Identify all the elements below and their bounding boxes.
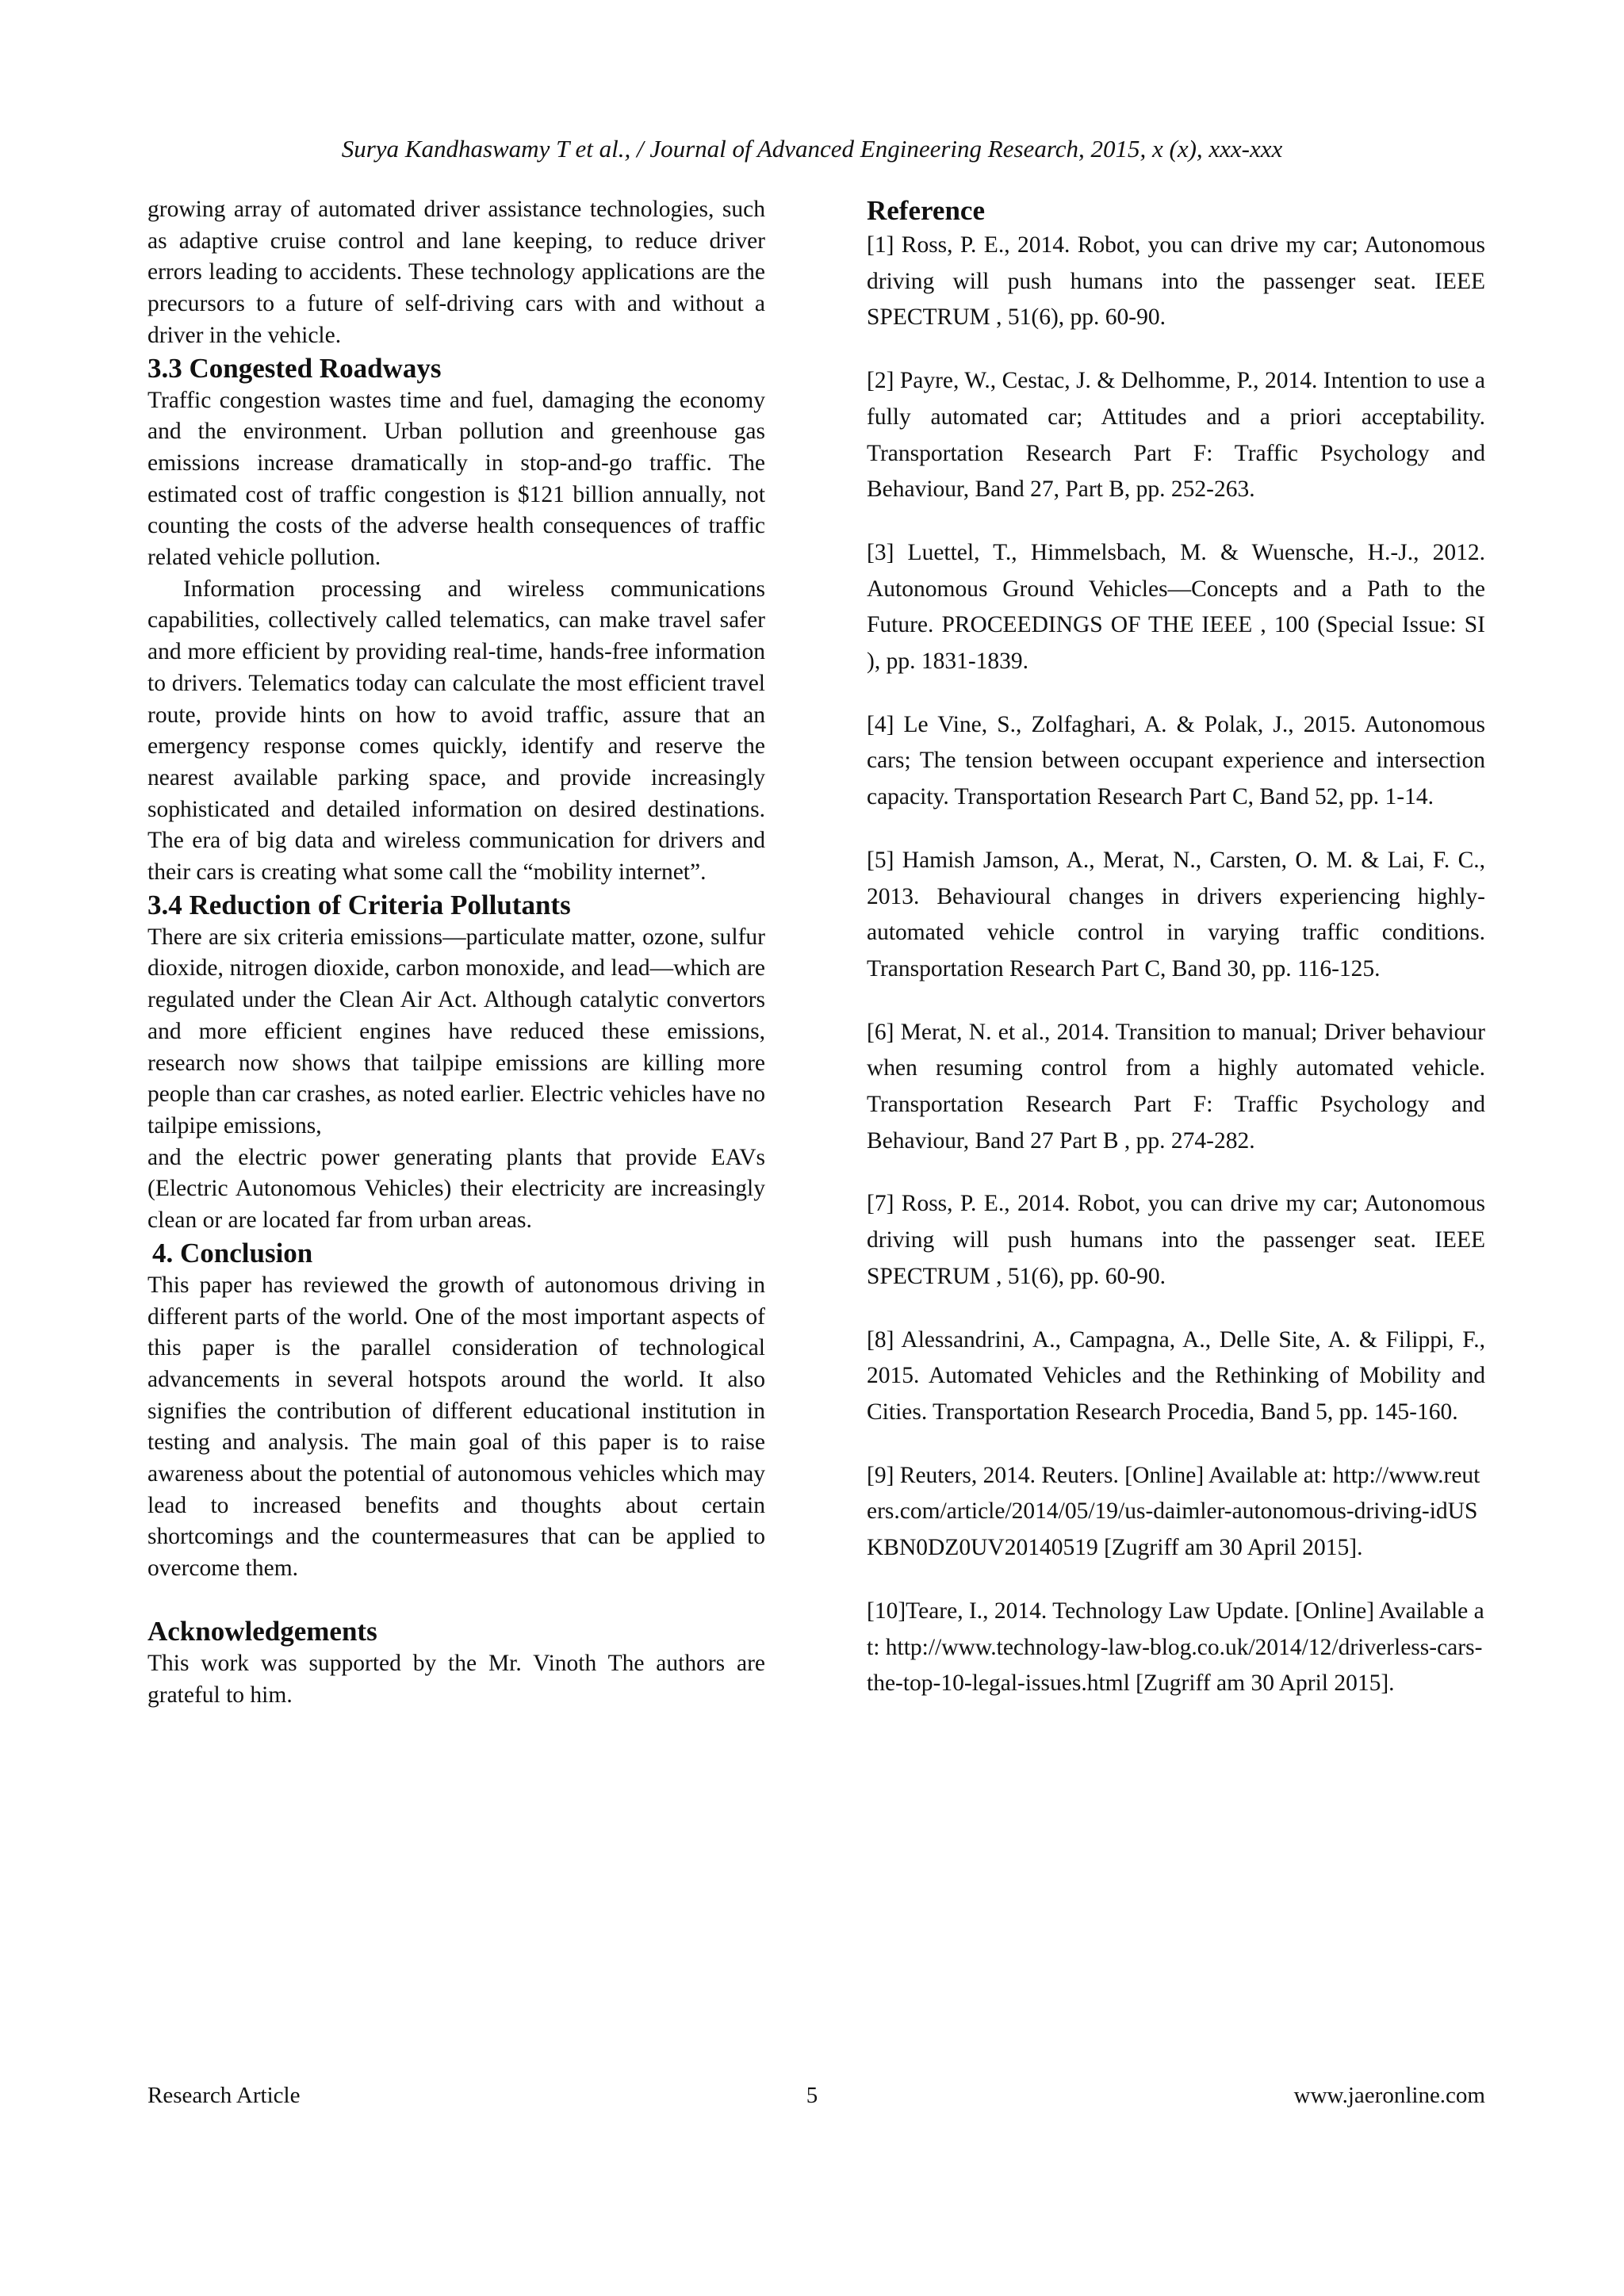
section-3-3-paragraph-1: Traffic congestion wastes time and fuel, damaging the economy and the environment. Urban pollution and greenhouse gas emissions increase dramatically in stop-and-go traffic. The estimated cost of traffic congestion is $121 billion annually, not counting the costs of the adverse health consequences of traffic related vehicle pollution. <box>147 387 765 571</box>
reference-item: [3] Luettel, T., Himmelsbach, M. & Wuensche, H.-J., 2012. Autonomous Ground Vehicles—Concepts and a Path to the Future. PROCEEDINGS OF THE IEEE , 100 (Special Issue: SI ), pp. 1831-1839. <box>867 539 1485 675</box>
footer-page-number: 5 <box>806 2083 818 2108</box>
reference-item: [1] Ross, P. E., 2014. Robot, you can drive my car; Autonomous driving will push humans into the passenger seat. IEEE SPECTRUM , 51(6), pp. 60-90. <box>867 232 1485 331</box>
section-3-3-heading: 3.3 Congested Roadways <box>147 352 442 384</box>
section-3-3-paragraph-2: Information processing and wireless communications capabilities, collectively called telematics, can make travel safer and more efficient by providing real-time, hands-free information to drivers. Telematics today can calculate the most efficient travel route, provide hints on how to avoid traffic, assure that an emergency response comes quickly, identify and reserve the nearest available parking space, and provide increasingly sophisticated and detailed information on desired destinations. The era of big data and wireless communication for drivers and their cars is creating what some call the “mobility internet”. <box>147 576 765 886</box>
reference-item: [2] Payre, W., Cestac, J. & Delhomme, P., 2014. Intention to use a fully automated car; Attitudes and a priori acceptability. Transportation Research Part F: Traffic Psychology and Behaviour, Band 27, Part B, pp. 252-263. <box>867 368 1485 503</box>
reference-item: [7] Ross, P. E., 2014. Robot, you can drive my car; Autonomous driving will push humans into the passenger seat. IEEE SPECTRUM , 51(6), pp. 60-90. <box>867 1191 1485 1289</box>
conclusion-paragraph: This paper has reviewed the growth of autonomous driving in different parts of the world. One of the most important aspects of this paper is the parallel consideration of technological advancements in several hotspots around the world. It also signifies the contribution of different educational institution in testing and analysis. The main goal of this paper is to raise awareness about the potential of autonomous vehicles which may lead to increased benefits and thoughts about certain shortcomings and the countermeasures that can be applied to overcome them. <box>147 1272 765 1582</box>
references-heading: Reference <box>867 195 985 226</box>
right-column <box>867 194 1485 1729</box>
left-column <box>147 194 765 1711</box>
reference-item: [8] Alessandrini, A., Campagna, A., Delle Site, A. & Filippi, F., 2015. Automated Vehicles and the Rethinking of Mobility and Cities. Transportation Research Procedia, Band 5, pp. 145-160. <box>867 1326 1485 1425</box>
section-3-4-paragraph-1: There are six criteria emissions—particulate matter, ozone, sulfur dioxide, nitrogen dioxide, carbon monoxide, and lead—which are regulated under the Clean Air Act. Although catalytic convertors and more efficient engines have reduced these emissions, research now shows that tailpipe emissions are killing more people than car crashes, as noted earlier. Electric vehicles have no tailpipe emissions, <box>147 924 765 1138</box>
reference-item: [10]Teare, I., 2014. Technology Law Update. [Online] Available at: http://www.technology-law-blog.co.uk/2014/12/driverless-cars-the-top-10-legal-issues.html [Zugriff am 30 April 2015]. <box>867 1598 1484 1697</box>
section-3-4-paragraph-2: and the electric power generating plants that provide EAVs (Electric Autonomous Vehicles) their electricity are increasingly clean or are located far from urban areas. <box>147 1144 765 1234</box>
reference-item: [4] Le Vine, S., Zolfaghari, A. & Polak, J., 2015. Autonomous cars; The tension between occupant experience and intersection capacity. Transportation Research Part C, Band 52, pp. 1-14. <box>867 711 1485 810</box>
conclusion-heading: 4. Conclusion <box>152 1237 313 1269</box>
section-3-4-heading: 3.4 Reduction of Criteria Pollutants <box>147 889 571 920</box>
acknowledgements-heading: Acknowledgements <box>147 1615 377 1647</box>
reference-item: [5] Hamish Jamson, A., Merat, N., Carsten, O. M. & Lai, F. C., 2013. Behavioural changes in drivers experiencing highly-automated vehicle control in varying traffic conditions. Transportation Research Part C, Band 30, pp. 116-125. <box>867 847 1485 982</box>
intro-paragraph: growing array of automated driver assistance technologies, such as adaptive cruise control and lane keeping, to reduce driver errors leading to accidents. These technology applications are the precursors to a future of self-driving cars with and without a driver in the vehicle. <box>147 197 765 348</box>
reference-item: [9] Reuters, 2014. Reuters. [Online] Available at: http://www.reuters.com/article/2014/05/19/us-daimler-autonomous-driving-idUSKBN0DZ0UV20140519 [Zugriff am 30 April 2015]. <box>867 1462 1480 1561</box>
footer-article-type: Research Article <box>147 2083 301 2108</box>
acknowledgements-paragraph: This work was supported by the Mr. Vinoth The authors are grateful to him. <box>147 1650 765 1708</box>
running-head: Surya Kandhaswamy T et al., / Journal of Advanced Engineering Research, 2015, x (x), xxx-xxx <box>341 135 1283 163</box>
footer-website: www.jaeronline.com <box>1293 2083 1485 2108</box>
reference-item: [6] Merat, N. et al., 2014. Transition to manual; Driver behaviour when resuming control from a highly automated vehicle. Transportation Research Part F: Traffic Psychology and Behaviour, Band 27 Part B , pp. 274-282. <box>867 1019 1485 1154</box>
